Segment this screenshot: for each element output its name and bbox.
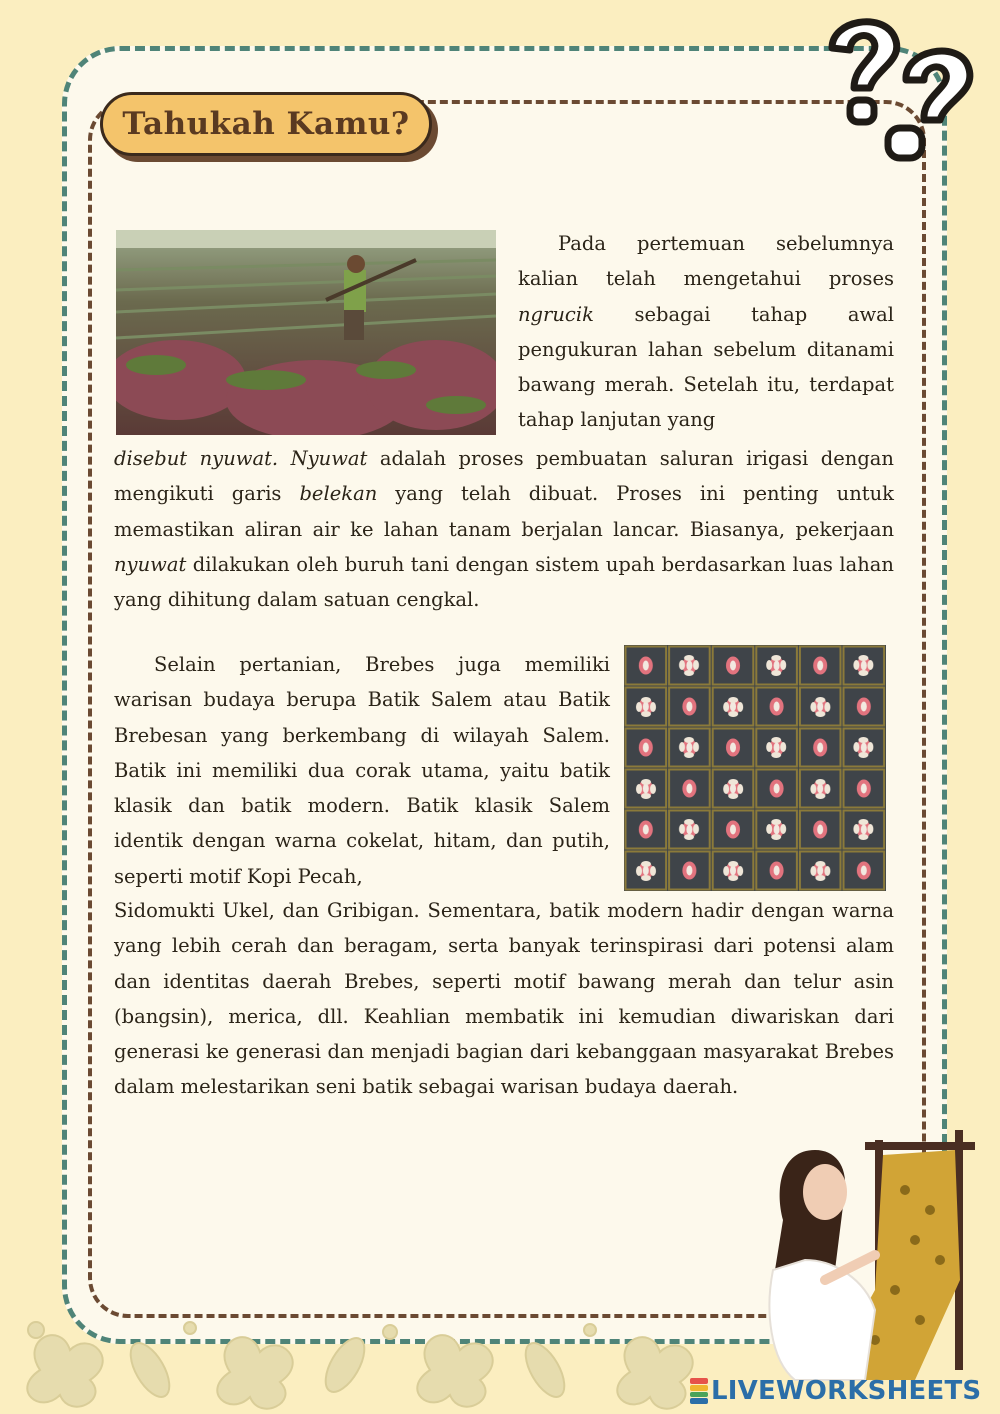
paragraph-1-part-5: dilakukan oleh buruh tani dengan sistem upah berdasarkan luas lahan yang dihitung dalam satuan cengkal.	[114, 552, 894, 612]
title-badge	[100, 92, 432, 156]
brand-name: LIVEWORKSHEETS	[711, 1376, 982, 1406]
term-ngrucik: ngrucik	[518, 302, 594, 326]
paragraph-1-lead-2: sebagai tahap awal pengukuran lahan sebelum ditanami bawang merah. Setelah itu, terdapat tahap lanjutan yang	[518, 302, 894, 432]
question-marks-icon	[820, 10, 990, 180]
term-belekan: belekan	[299, 482, 378, 506]
brand-mark-icon	[690, 1378, 708, 1404]
paragraph-2-rest: Sidomukti Ukel, dan Gribigan. Sementara, batik modern hadir dengan warna yang lebih cerah dan beragam, serta banyak terinspirasi dari potensi alam dan identitas daerah Brebes, seperti motif bawang merah dan telur asin (bangsin), merica, dll. Keahlian membatik ini kemudian diwariskan dari generasi ke generasi dan menjadi bagian dari kebanggaan masyarakat Brebes dalam melestarikan seni batik sebagai warisan budaya daerah.	[114, 899, 894, 1099]
paragraph-2	[114, 647, 610, 894]
paragraph-1-part-4: yang telah dibuat. Proses ini penting untuk memastikan aliran air ke lahan tanam berjalan lancar. Biasanya, pekerjaan	[114, 482, 895, 541]
term-nyuwat-2: nyuwat	[114, 552, 187, 576]
term-nyuwat: disebut nyuwat. Nyuwat	[114, 447, 368, 470]
brand-logo	[690, 1375, 981, 1407]
batik-photo	[624, 645, 886, 891]
paragraph-1-part-3: adalah proses pembuatan saluran irigasi dengan mengikuti garis	[114, 447, 894, 506]
batik-artisan-icon	[755, 1130, 980, 1390]
paragraph-2-continued	[114, 893, 894, 1105]
field-photo	[116, 230, 496, 435]
paragraph-1-lead: Pada pertemuan sebelumnya kalian telah mengetahui proses	[518, 232, 894, 291]
page-title: Tahukah Kamu?	[122, 106, 410, 142]
paragraph-1	[518, 226, 894, 438]
paragraph-2-lead: Selain pertanian, Brebes juga memiliki warisan budaya berupa Batik Salem atau Batik Brebesan yang berkembang di wilayah Salem. Batik ini memiliki dua corak utama, yaitu batik klasik dan batik modern. Batik klasik Salem identik dengan warna cokelat, hitam, dan putih, seperti motif Kopi Pecah,	[114, 653, 610, 888]
paragraph-1-continued	[114, 441, 894, 617]
